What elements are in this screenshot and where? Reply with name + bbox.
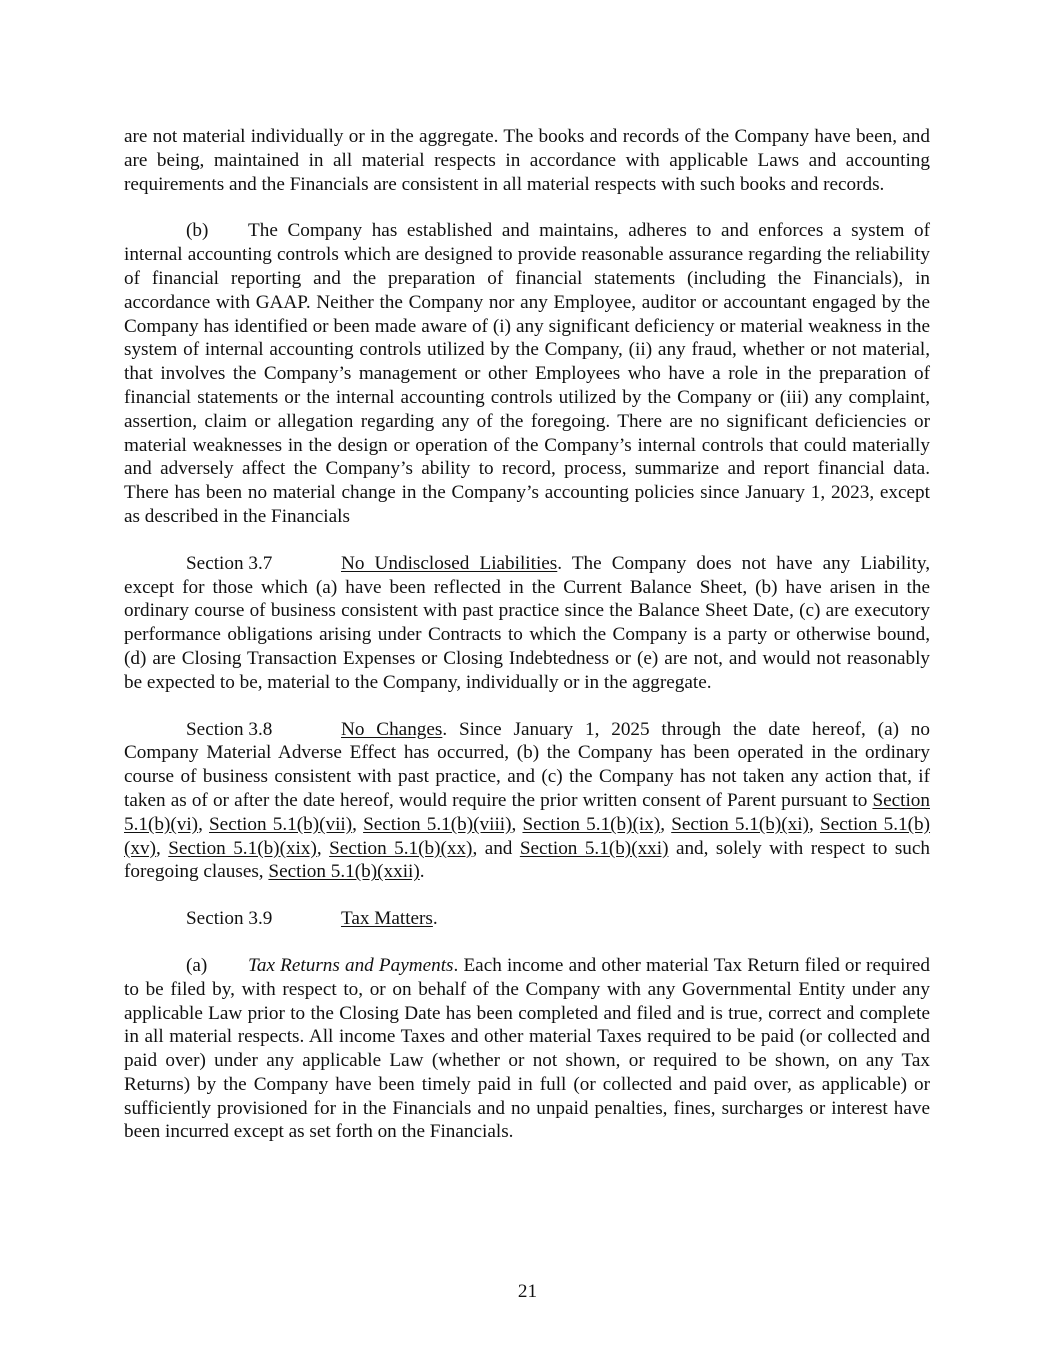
section-3-7 [124, 552, 930, 695]
page-number: 21 [517, 1281, 538, 1302]
section-text: . The Company does not have any Liability, except for those which (a) have been reflected in the Current Balance Sheet, (b) have arisen in the ordinary course of business consistent with past practice since the Balance Sheet Date, (c) are executory performance obligations arising under Contracts to which the Company is a party or otherwise bound, (d) are Closing Transaction Expenses or Closing Indebtedness or (e) are not, and would not reasonably be expected to be, material to the Company, individually or in the aggregate. [124, 552, 930, 693]
separator: , [511, 813, 523, 835]
paragraph-text: . Each income and other material Tax Return filed or required to be filed by, with respect to, or on behalf of the Company with any Governmental Entity under any applicable Law prior to the Closing Date has been completed and filed and is true, correct and complete in all material respects. All income Taxes and other material Taxes required to be paid (or collected and paid over) under any applicable Law (whether or not shown, or required to be shown, on any Tax Returns) by the Company have been timely paid in full (or collected and paid over, as applicable) or sufficiently provisioned for in the Financials and no unpaid penalties, fines, surcharges or interest have been incurred except as set forth on the Financials. [124, 954, 930, 1143]
clause-heading: Tax Returns and Payments [248, 954, 454, 976]
paragraph-text: The Company has established and maintains, adheres to and enforces a system of internal accounting controls which are designed to provide reasonable assurance regarding the reliability of financial reporting and the preparation of financial statements (including the Financials), in accordance with GAAP. Neither the Company nor any Employee, auditor or accountant engaged by the Company has identified or been made aware of (i) any significant deficiency or material weakness in the system of internal accounting controls utilized by the Company, (ii) any fraud, whether or not material, that involves the Company’s management or other Employees who have a role in the preparation of financial statements or the internal accounting controls utilized by the Company or (iii) any complaint, assertion, claim or allegation regarding any of the foregoing. There are no significant deficiencies or material weaknesses in the design or operation of the Company’s internal controls that could materially and adversely affect the Company’s ability to record, process, summarize and report financial data. There has been no material change in the Company’s accounting policies since January 1, 2023, except as described in the Financials [124, 220, 930, 527]
section-reference: Section 5.1(b)(vii) [209, 813, 353, 835]
paragraph-a-tax-returns [124, 954, 930, 1144]
clause-label: (a) [186, 954, 208, 976]
section-reference: Section 5.1(b)(viii) [363, 813, 512, 835]
clause-label: (b) [186, 220, 209, 242]
section-heading: Tax Matters [341, 908, 433, 930]
separator-and: , and [472, 837, 520, 859]
section-3-8 [124, 718, 930, 885]
section-heading: No Changes [341, 718, 443, 740]
separator: , [155, 837, 169, 859]
period: . [419, 861, 425, 883]
period: . [432, 908, 438, 930]
separator: , [660, 813, 672, 835]
section-number: Section 3.8 [186, 718, 273, 740]
section-3-9 [124, 907, 930, 931]
paragraph-continuation [124, 125, 930, 196]
section-reference: Section 5.1(b)(xv) [124, 813, 931, 859]
section-reference: Section 5.1(b)(xxii) [268, 861, 420, 883]
section-reference: Section 5.1(b)(xix) [168, 837, 317, 859]
document-page [124, 125, 930, 1167]
section-heading: No Undisclosed Liabilities [341, 552, 558, 574]
section-number: Section 3.9 [186, 908, 273, 930]
section-reference: Section 5.1(b)(xxi) [519, 837, 669, 859]
section-text: . Since January 1, 2025 through the date hereof, (a) no Company Material Adverse Effect has occurred, (b) the Company has been operated in the ordinary course of business consistent with past practice, and (c) the Company has not taken any action that, if taken as of or after the date hereof, would require the prior written consent of Parent pursuant to [124, 718, 930, 811]
section-reference: Section 5.1(b)(ix) [522, 813, 661, 835]
section-reference: Section 5.1(b)(xx) [329, 837, 473, 859]
separator: , [316, 837, 330, 859]
separator: , [808, 813, 820, 835]
separator: , [352, 813, 364, 835]
paragraph-text: are not material individually or in the aggregate. The books and records of the Company have been, and are being, maintained in all material respects in accordance with applicable Laws and accounting requirements and the Financials are consistent in all material respects with such books and records. [124, 126, 930, 195]
separator: , [198, 813, 210, 835]
section-reference: Section 5.1(b)(vi) [124, 789, 930, 835]
section-reference: Section 5.1(b)(xi) [671, 813, 809, 835]
paragraph-b-internal-controls [124, 219, 930, 528]
section-number: Section 3.7 [186, 552, 273, 574]
section-text-tail: and, solely with respect to such foregoing clauses, [124, 837, 931, 883]
